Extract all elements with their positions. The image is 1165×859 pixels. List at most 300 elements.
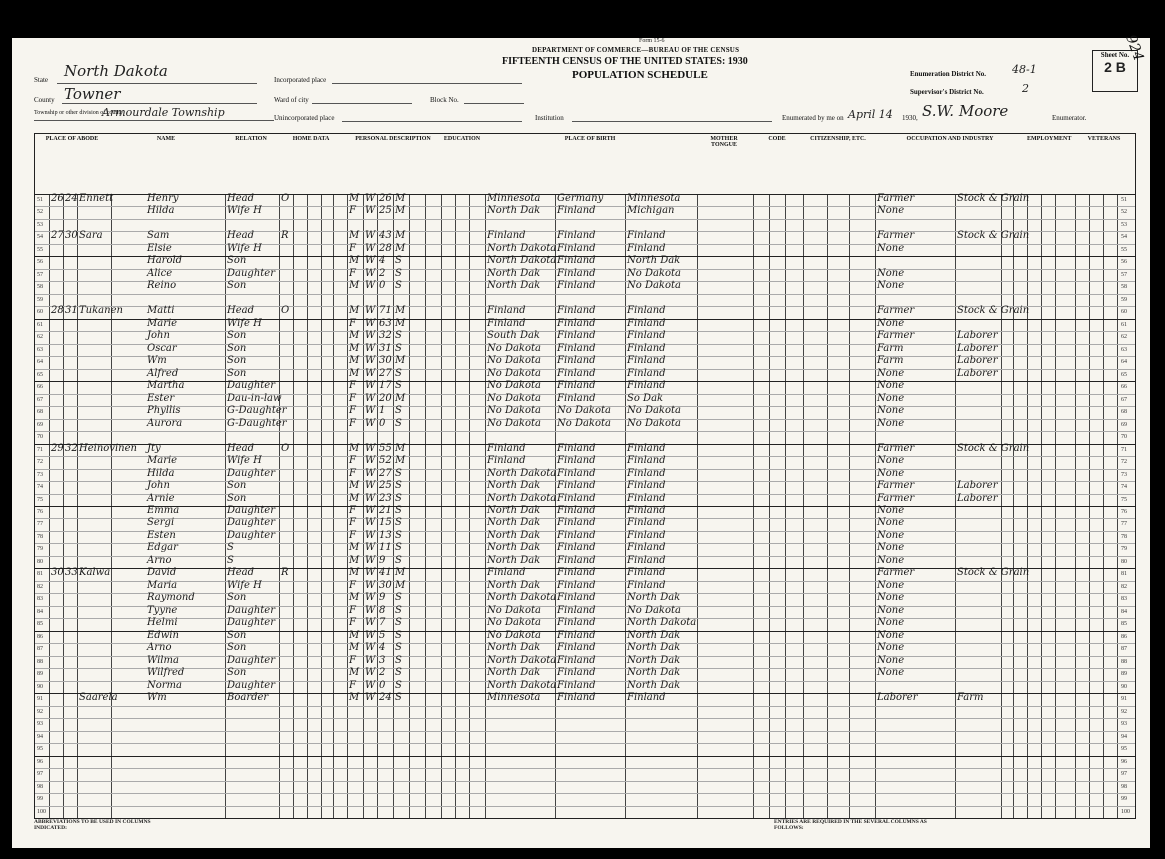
cell-occ: None	[877, 455, 905, 467]
cell-given: Sergi	[147, 517, 175, 529]
cell-age: 30	[379, 579, 392, 591]
cell-mother: North Dak	[627, 255, 681, 267]
cell-mar: S	[395, 554, 402, 566]
cell-rel: S	[227, 554, 234, 566]
cell-sex: M	[349, 629, 360, 641]
cell-race: W	[365, 604, 376, 616]
line-number: 54	[1121, 234, 1127, 241]
cell-occ: None	[877, 505, 905, 516]
cell-given: Aurora	[147, 417, 183, 429]
row-rule	[35, 806, 1135, 807]
line-number: 51	[37, 197, 43, 203]
line-number: 57	[37, 271, 43, 278]
line-number: 77	[37, 521, 43, 528]
cell-occ: Farm	[877, 355, 904, 367]
cell-mother: No Dakota	[627, 280, 681, 292]
cell-sex: M	[349, 355, 360, 367]
line-number: 64	[1121, 359, 1127, 366]
cell-mother: Finland	[627, 330, 666, 342]
cell-given: Raymond	[147, 592, 195, 604]
abbrev-title: ABBREVIATIONS TO BE USED IN COLUMNS INDICATED:	[34, 819, 151, 831]
cell-mar: S	[395, 417, 402, 429]
cell-age: 5	[379, 629, 386, 641]
cell-rel: Son	[227, 480, 247, 492]
enum-district-value: 48-1	[1012, 63, 1037, 76]
cell-rel: Son	[227, 355, 247, 367]
cell-birth: North Dakota	[487, 492, 557, 504]
cell-sex: M	[349, 280, 360, 292]
cell-birth: North Dakota	[487, 679, 557, 691]
cell-tenure: O	[281, 193, 290, 204]
cell-age: 2	[379, 667, 386, 679]
cell-mother: Finland	[627, 342, 666, 354]
cell-mar: S	[395, 629, 402, 641]
cell-mother: Michigan	[627, 205, 675, 217]
cell-race: W	[365, 654, 376, 666]
cell-occ: None	[877, 242, 905, 254]
cell-occ: Farmer	[877, 492, 915, 504]
cell-mar: S	[395, 679, 402, 691]
line-number: 74	[1121, 484, 1127, 491]
cell-sex: M	[349, 667, 360, 679]
line-number: 90	[1121, 683, 1127, 690]
cell-race: W	[365, 442, 376, 454]
cell-sex: F	[349, 205, 356, 217]
cell-rel: S	[227, 542, 234, 554]
cell-given: Wm	[147, 355, 167, 367]
cell-age: 28	[379, 242, 392, 254]
enumerator-label: Enumerator.	[1052, 114, 1087, 122]
cell-rel: Dau-in-law	[227, 392, 282, 404]
cell-race: W	[365, 480, 376, 492]
line-number: 91	[1121, 696, 1127, 703]
cell-birth: North Dakota	[487, 242, 557, 254]
county-label: County	[34, 96, 55, 104]
cell-ind: Stock & Grain	[957, 305, 1030, 317]
cell-given: Wilfred	[147, 667, 185, 679]
cell-mother: Finland	[627, 355, 666, 367]
line-number: 64	[37, 359, 43, 366]
supervisor-label: Supervisor's District No.	[910, 88, 984, 96]
cell-race: W	[365, 542, 376, 554]
cell-age: 24	[379, 692, 392, 704]
line-number: 88	[1121, 658, 1127, 665]
line-number: 61	[1121, 321, 1127, 328]
col-place-of-abode: PLACE OF ABODE	[45, 136, 99, 142]
cell-rel: Son	[227, 667, 247, 679]
cell-given: John	[147, 480, 170, 492]
col-place-of-birth: PLACE OF BIRTH	[564, 136, 616, 142]
row-rule	[35, 768, 1135, 769]
cell-mar: S	[395, 267, 402, 279]
cell-birth: North Dak	[487, 280, 541, 292]
cell-sex: M	[349, 230, 360, 242]
line-number: 71	[1121, 446, 1127, 453]
line-number: 75	[1121, 496, 1127, 503]
cell-rel: Head	[227, 193, 255, 204]
cell-sex: M	[349, 642, 360, 654]
cell-father: Germany	[557, 193, 604, 204]
line-number: 55	[37, 246, 43, 253]
line-number: 89	[1121, 671, 1127, 678]
cell-occ: Farmer	[877, 305, 915, 317]
cell-father: Finland	[557, 342, 596, 354]
cell-mother: Finland	[627, 480, 666, 492]
cell-rel: Wife H	[227, 455, 262, 467]
cell-father: Finland	[557, 305, 596, 317]
cell-ind: Stock & Grain	[957, 442, 1030, 454]
cell-father: Finland	[557, 579, 596, 591]
line-number: 78	[1121, 533, 1127, 540]
line-number: 65	[1121, 371, 1127, 378]
cell-race: W	[365, 380, 376, 392]
cell-occ: Farmer	[877, 567, 915, 579]
cell-father: Finland	[557, 617, 596, 629]
cell-tenure: R	[281, 230, 289, 242]
cell-occ: None	[877, 205, 905, 217]
cell-rel: Daughter	[227, 679, 275, 691]
col-employment: EMPLOYMENT	[1027, 136, 1072, 142]
line-number: 84	[1121, 608, 1127, 615]
line-number: 72	[1121, 459, 1127, 466]
line-number: 90	[37, 683, 43, 690]
cell-race: W	[365, 517, 376, 529]
cell-rel: Daughter	[227, 467, 275, 479]
line-number: 69	[1121, 421, 1127, 428]
line-number: 88	[37, 658, 43, 665]
cell-age: 0	[379, 679, 386, 691]
cell-rel: G-Daughter	[227, 405, 287, 417]
cell-birth: North Dak	[487, 642, 541, 654]
cell-surname: Tukanen	[79, 305, 123, 317]
cell-rel: Head	[227, 442, 255, 454]
line-number: 83	[37, 596, 43, 603]
cell-mar: S	[395, 517, 402, 529]
cell-birth: North Dak	[487, 505, 541, 516]
cell-race: W	[365, 305, 376, 317]
cell-mother: Finland	[627, 529, 666, 541]
cell-given: Marie	[147, 317, 178, 329]
line-number: 62	[37, 334, 43, 341]
cell-mar: S	[395, 255, 402, 267]
cell-race: W	[365, 280, 376, 292]
line-number: 72	[37, 459, 43, 466]
cell-race: W	[365, 342, 376, 354]
cell-ind: Laborer	[957, 367, 998, 379]
cell-mar: M	[395, 579, 406, 591]
line-number: 86	[37, 633, 43, 640]
cell-age: 41	[379, 567, 392, 579]
line-number: 60	[1121, 309, 1127, 316]
cell-sex: M	[349, 592, 360, 604]
cell-birth: Finland	[487, 305, 526, 317]
cell-mar: M	[395, 242, 406, 254]
cell-father: Finland	[557, 442, 596, 454]
enumerated-year: 1930,	[902, 114, 918, 122]
line-number: 58	[1121, 284, 1127, 291]
cell-mother: Finland	[627, 380, 666, 392]
cell-given: Phyllis	[147, 405, 181, 417]
cell-occ: Farmer	[877, 193, 915, 204]
cell-sex: M	[349, 692, 360, 704]
cell-mother: No Dakota	[627, 417, 681, 429]
cell-father: Finland	[557, 330, 596, 342]
row-rule	[35, 781, 1135, 782]
cell-father: Finland	[557, 654, 596, 666]
cell-age: 13	[379, 529, 392, 541]
cell-mar: M	[395, 392, 406, 404]
col-code: CODE	[768, 136, 786, 142]
cell-mother: Finland	[627, 567, 666, 579]
line-number: 70	[37, 434, 43, 441]
cell-tenure: O	[281, 442, 290, 454]
cell-sex: F	[349, 267, 356, 279]
cell-age: 71	[379, 305, 392, 317]
cell-given: Hilda	[147, 467, 175, 479]
cell-mar: S	[395, 367, 402, 379]
cell-family: 31	[65, 305, 78, 317]
cell-race: W	[365, 529, 376, 541]
cell-mother: Finland	[627, 367, 666, 379]
county-value: Towner	[64, 85, 121, 103]
cell-rel: Son	[227, 367, 247, 379]
line-number: 96	[1121, 758, 1127, 765]
cell-birth: No Dakota	[487, 367, 541, 379]
line-number: 74	[37, 484, 43, 491]
line-number: 59	[37, 296, 43, 303]
line-number: 53	[37, 221, 43, 228]
line-number: 92	[37, 708, 43, 715]
line-number: 92	[1121, 708, 1127, 715]
enumerated-label: Enumerated by me on	[782, 114, 844, 122]
cell-mother: No Dakota	[627, 604, 681, 616]
line-number: 77	[1121, 521, 1127, 528]
cell-occ: None	[877, 517, 905, 529]
cell-age: 8	[379, 604, 386, 616]
line-number: 61	[37, 321, 43, 328]
cell-mother: Finland	[627, 505, 666, 516]
cell-given: Edwin	[147, 629, 179, 641]
line-number: 73	[1121, 471, 1127, 478]
line-number: 60	[37, 309, 43, 316]
cell-given: Elsie	[147, 242, 172, 254]
cell-rel: Son	[227, 642, 247, 654]
enumerated-date: April 14	[848, 108, 893, 121]
line-number: 94	[37, 733, 43, 740]
cell-mar: S	[395, 380, 402, 392]
cell-birth: No Dakota	[487, 342, 541, 354]
line-number: 95	[37, 746, 43, 753]
cell-mar: S	[395, 604, 402, 616]
line-number: 67	[37, 396, 43, 403]
cell-rel: Wife H	[227, 242, 262, 254]
cell-sex: F	[349, 517, 356, 529]
cell-rel: Son	[227, 629, 247, 641]
cell-occ: None	[877, 280, 905, 292]
cell-occ: None	[877, 467, 905, 479]
incorporated-label: Incorporated place	[274, 76, 327, 84]
cell-birth: North Dak	[487, 667, 541, 679]
cell-surname: Kalwa	[79, 567, 111, 579]
cell-rel: Son	[227, 342, 247, 354]
footer	[34, 819, 1134, 845]
cell-mother: Minnesota	[627, 193, 681, 204]
cell-father: Finland	[557, 467, 596, 479]
line-number: 80	[37, 558, 43, 565]
cell-occ: None	[877, 380, 905, 392]
cell-birth: Minnesota	[487, 692, 541, 704]
cell-occ: None	[877, 554, 905, 566]
cell-sex: F	[349, 380, 356, 392]
cell-age: 1	[379, 405, 386, 417]
cell-sex: M	[349, 542, 360, 554]
row-rule	[35, 219, 1135, 220]
cell-mother: So Dak	[627, 392, 664, 404]
line-number: 98	[37, 783, 43, 790]
cell-sex: M	[349, 305, 360, 317]
col-citizenship: CITIZENSHIP, ETC.	[810, 136, 866, 142]
line-number: 87	[37, 646, 43, 653]
cell-race: W	[365, 567, 376, 579]
line-number: 82	[1121, 583, 1127, 590]
line-number: 80	[1121, 558, 1127, 565]
line-number: 94	[1121, 733, 1127, 740]
cell-rel: Son	[227, 330, 247, 342]
col-mother-tongue: MOTHER TONGUE	[710, 136, 738, 148]
cell-mar: M	[395, 442, 406, 454]
cell-birth: No Dakota	[487, 629, 541, 641]
col-personal: PERSONAL DESCRIPTION	[355, 136, 431, 142]
cell-sex: F	[349, 242, 356, 254]
line-number: 52	[37, 209, 43, 216]
cell-family: 33	[65, 567, 78, 579]
cell-sex: M	[349, 367, 360, 379]
cell-race: W	[365, 267, 376, 279]
cell-family: 30	[65, 230, 78, 242]
cell-ind: Stock & Grain	[957, 230, 1030, 242]
department-line: DEPARTMENT OF COMMERCE—BUREAU OF THE CENSUS	[532, 46, 740, 54]
column-headers	[35, 134, 1135, 195]
cell-father: Finland	[557, 592, 596, 604]
cell-sex: M	[349, 567, 360, 579]
cell-rel: Daughter	[227, 617, 275, 629]
cell-mar: M	[395, 305, 406, 317]
cell-sex: F	[349, 679, 356, 691]
cell-sex: F	[349, 455, 356, 467]
line-number: 69	[37, 421, 43, 428]
cell-age: 52	[379, 455, 392, 467]
cell-occ: None	[877, 367, 905, 379]
line-number: 85	[37, 621, 43, 628]
cell-mar: S	[395, 667, 402, 679]
cell-birth: No Dakota	[487, 604, 541, 616]
cell-mother: North Dakota	[627, 617, 697, 629]
cell-given: Arno	[147, 642, 172, 654]
cell-occ: None	[877, 392, 905, 404]
line-number: 100	[37, 808, 46, 815]
cell-age: 3	[379, 654, 386, 666]
cell-given: Wilma	[147, 654, 179, 666]
cell-occ: None	[877, 267, 905, 279]
col-occupation: OCCUPATION AND INDUSTRY	[906, 136, 994, 142]
cell-race: W	[365, 492, 376, 504]
line-number: 93	[1121, 721, 1127, 728]
cell-given: Matti	[147, 305, 175, 317]
cell-race: W	[365, 679, 376, 691]
line-number: 51	[1121, 197, 1127, 203]
line-number: 67	[1121, 396, 1127, 403]
cell-given: Oscar	[147, 342, 177, 354]
row-rule	[35, 294, 1135, 295]
cell-birth: North Dakota	[487, 592, 557, 604]
cell-given: Norma	[147, 679, 182, 691]
line-number: 84	[37, 608, 43, 615]
cell-sex: M	[349, 193, 360, 204]
line-number: 54	[37, 234, 43, 241]
cell-sex: M	[349, 330, 360, 342]
cell-rel: Head	[227, 230, 255, 242]
cell-sex: F	[349, 617, 356, 629]
cell-sex: F	[349, 317, 356, 329]
cell-father: Finland	[557, 480, 596, 492]
cell-mar: S	[395, 529, 402, 541]
cell-mar: M	[395, 455, 406, 467]
cell-given: Henry	[147, 193, 179, 204]
cell-age: 27	[379, 367, 392, 379]
cell-given: Marie	[147, 455, 178, 467]
cell-rel: Daughter	[227, 505, 275, 516]
cell-birth: North Dak	[487, 480, 541, 492]
cell-tenure: O	[281, 305, 290, 317]
cell-given: Ester	[147, 392, 175, 404]
cell-mother: No Dakota	[627, 267, 681, 279]
cell-father: Finland	[557, 629, 596, 641]
cell-occ: None	[877, 604, 905, 616]
cell-father: Finland	[557, 367, 596, 379]
cell-surname: Saarela	[79, 692, 118, 704]
cell-sex: M	[349, 480, 360, 492]
cell-father: Finland	[557, 517, 596, 529]
cell-rel: Son	[227, 280, 247, 292]
cell-mar: S	[395, 642, 402, 654]
cell-race: W	[365, 255, 376, 267]
cell-sex: F	[349, 654, 356, 666]
cell-sex: F	[349, 505, 356, 516]
cell-mar: M	[395, 567, 406, 579]
line-number: 68	[37, 409, 43, 416]
cell-birth: Finland	[487, 455, 526, 467]
form-number: Form 15-6	[639, 38, 665, 44]
cell-race: W	[365, 330, 376, 342]
cell-rel: Son	[227, 255, 247, 267]
cell-rel: Daughter	[227, 654, 275, 666]
cell-occ: None	[877, 654, 905, 666]
cell-mar: S	[395, 617, 402, 629]
cell-race: W	[365, 692, 376, 704]
line-number: 71	[37, 446, 43, 453]
cell-mar: S	[395, 592, 402, 604]
cell-sex: M	[349, 554, 360, 566]
cell-occ: Farm	[877, 342, 904, 354]
cell-mother: Finland	[627, 467, 666, 479]
line-number: 76	[37, 509, 43, 515]
cell-mother: North Dak	[627, 642, 681, 654]
cell-mar: M	[395, 317, 406, 329]
cell-race: W	[365, 417, 376, 429]
row-rule	[35, 431, 1135, 432]
cell-given: David	[147, 567, 177, 579]
row-rule	[35, 731, 1135, 732]
